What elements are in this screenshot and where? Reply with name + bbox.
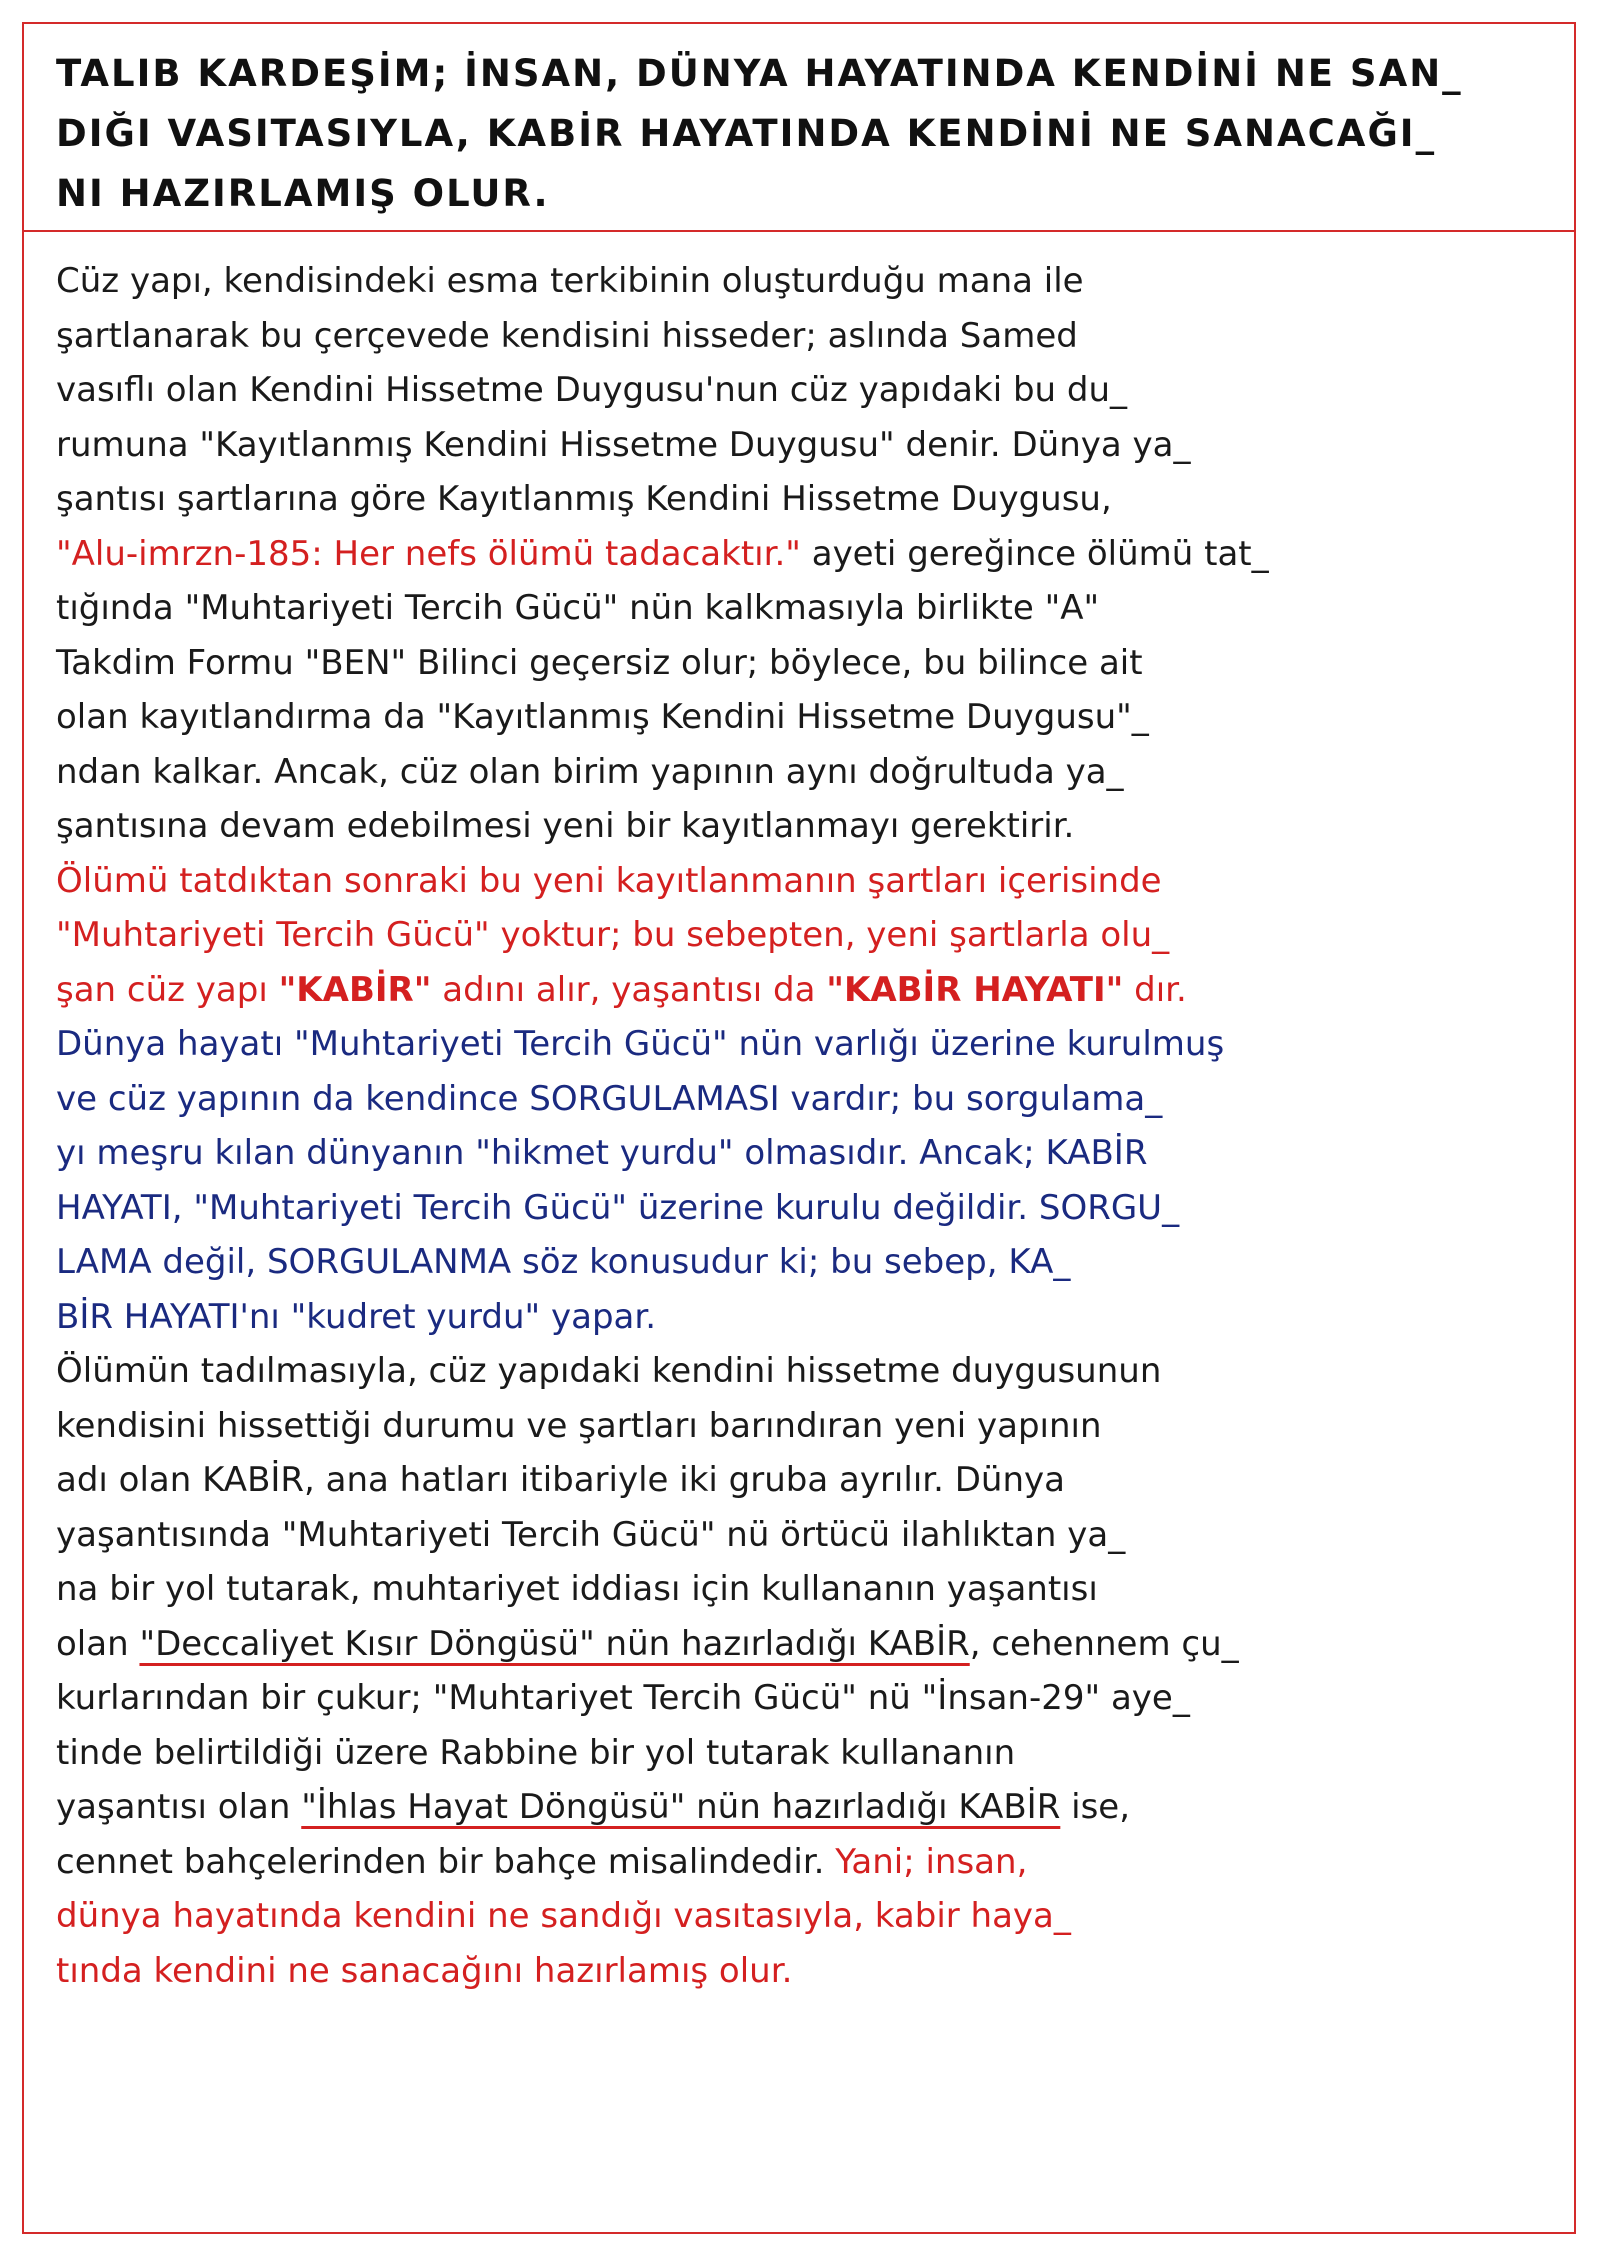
body-line: yaşantısında "Muhtariyeti Tercih Gücü" nü örtücü ilahlıktan ya_ [56,1514,1126,1555]
body-line: vasıflı olan Kendini Hissetme Duygusu'nun cüz yapıdaki bu du_ [56,370,1128,410]
body-segment: ise, [1060,1787,1131,1827]
body-segment: dır. [1123,969,1187,1010]
body-line: yı meşru kılan dünyanın "hikmet yurdu" olmasıdır. Ancak; KABİR [56,1133,1148,1173]
body-line: ndan kalkar. Ancak, cüz olan birim yapının aynı doğrultuda ya_ [56,751,1124,792]
body-line: BİR HAYATI'nı "kudret yurdu" yapar. [56,1296,657,1337]
body-line: tinde belirtildiği üzere Rabbine bir yol tutarak kullananın [56,1732,1016,1773]
body-line: LAMA değil, SORGULANMA söz konusudur ki; bu sebep, KA_ [56,1242,1071,1282]
body-line: kendisini hissettiği durumu ve şartları barındıran yeni yapının [56,1405,1102,1446]
body-line: Ölümü tatdıktan sonraki bu yeni kayıtlanmanın şartları içerisinde [56,860,1162,901]
body-line: Takdim Formu "BEN" Bilinci geçersiz olur; böylece, bu bilince ait [56,642,1143,683]
body-line [56,1835,1546,1890]
body-segment: , cehennem çu_ [969,1623,1239,1664]
verse-citation: "Alu-imrzn-185: Her nefs ölümü tadacaktır." [56,533,801,574]
body-line: ve cüz yapının da kendince SORGULAMASI vardır; bu sorgulama_ [56,1078,1163,1119]
title-line-2: DIĞI VASITASIYLA, KABİR HAYATINDA KENDİNİ NE SANACAĞI_ [56,112,1437,155]
conclusion-segment: Yani; insan, [835,1841,1028,1882]
kabir-term: "KABİR" [278,969,432,1010]
title-line-1: TALIB KARDEŞİM; İNSAN, DÜNYA HAYATINDA KENDİNİ NE SAN_ [56,52,1463,95]
body-line: tığında "Muhtariyeti Tercih Gücü" nün kalkmasıyla birlikte "A" [56,588,1100,628]
body-line: adı olan KABİR, ana hatları itibariyle iki gruba ayrılır. Dünya [56,1460,1065,1500]
body-line [56,1617,1546,1672]
body-segment: şan cüz yapı [56,969,279,1010]
body-line [56,963,1546,1018]
body-segment: ayeti gereğince ölümü tat_ [800,533,1269,574]
body-line: kurlarından bir çukur; "Muhtariyet Tercih Gücü" nü "İnsan-29" aye_ [56,1678,1190,1718]
body-line: Ölümün tadılmasıyla, cüz yapıdaki kendini hissetme duygusunun [56,1351,1162,1391]
body-line: rumuna "Kayıtlanmış Kendini Hissetme Duygusu" denir. Dünya ya_ [56,424,1191,465]
title-line-3: NI HAZIRLAMIŞ OLUR. [56,172,550,215]
body-line: olan kayıtlandırma da "Kayıtlanmış Kendini Hissetme Duygusu"_ [56,697,1149,737]
title-box [22,22,1576,232]
body-line: HAYATI, "Muhtariyeti Tercih Gücü" üzerine kurulu değildir. SORGU_ [56,1187,1180,1228]
conclusion-line: tında kendini ne sanacağını hazırlamış olur. [56,1950,793,1991]
body-line: şantısına devam edebilmesi yeni bir kayıtlanmayı gerektirir. [56,806,1075,846]
body-line: "Muhtariyeti Tercih Gücü" yoktur; bu sebepten, yeni şartlarla olu_ [56,915,1170,955]
body-segment: cennet bahçelerinden bir bahçe misalindedir. [56,1841,836,1882]
body-segment: adını alır, yaşantısı da [431,969,827,1010]
kabir-hayati-term: "KABİR HAYATI" [826,969,1124,1010]
body-line: şartlanarak bu çerçevede kendisini hisseder; aslında Samed [56,315,1078,356]
body-line: şantısı şartlarına göre Kayıtlanmış Kendini Hissetme Duygusu, [56,479,1112,519]
conclusion-line: dünya hayatında kendini ne sandığı vasıtasıyla, kabir haya_ [56,1896,1071,1936]
body-line: Dünya hayatı "Muhtariyeti Tercih Gücü" nün varlığı üzerine kurulmuş [56,1024,1225,1064]
body-line: Cüz yapı, kendisindeki esma terkibinin oluşturduğu mana ile [56,261,1084,301]
body-segment: yaşantısı olan [56,1787,302,1827]
underlined-phrase: "İhlas Hayat Döngüsü" nün hazırladığı KABİR [301,1787,1061,1827]
body-segment: olan [56,1623,140,1664]
body-line [56,1780,1546,1835]
body-line [56,527,1546,582]
handwritten-body [22,236,1576,1998]
body-line: na bir yol tutarak, muhtariyet iddiası için kullananın yaşantısı [56,1569,1098,1609]
underlined-phrase: "Deccaliyet Kısır Döngüsü" nün hazırladığı KABİR [139,1623,970,1664]
